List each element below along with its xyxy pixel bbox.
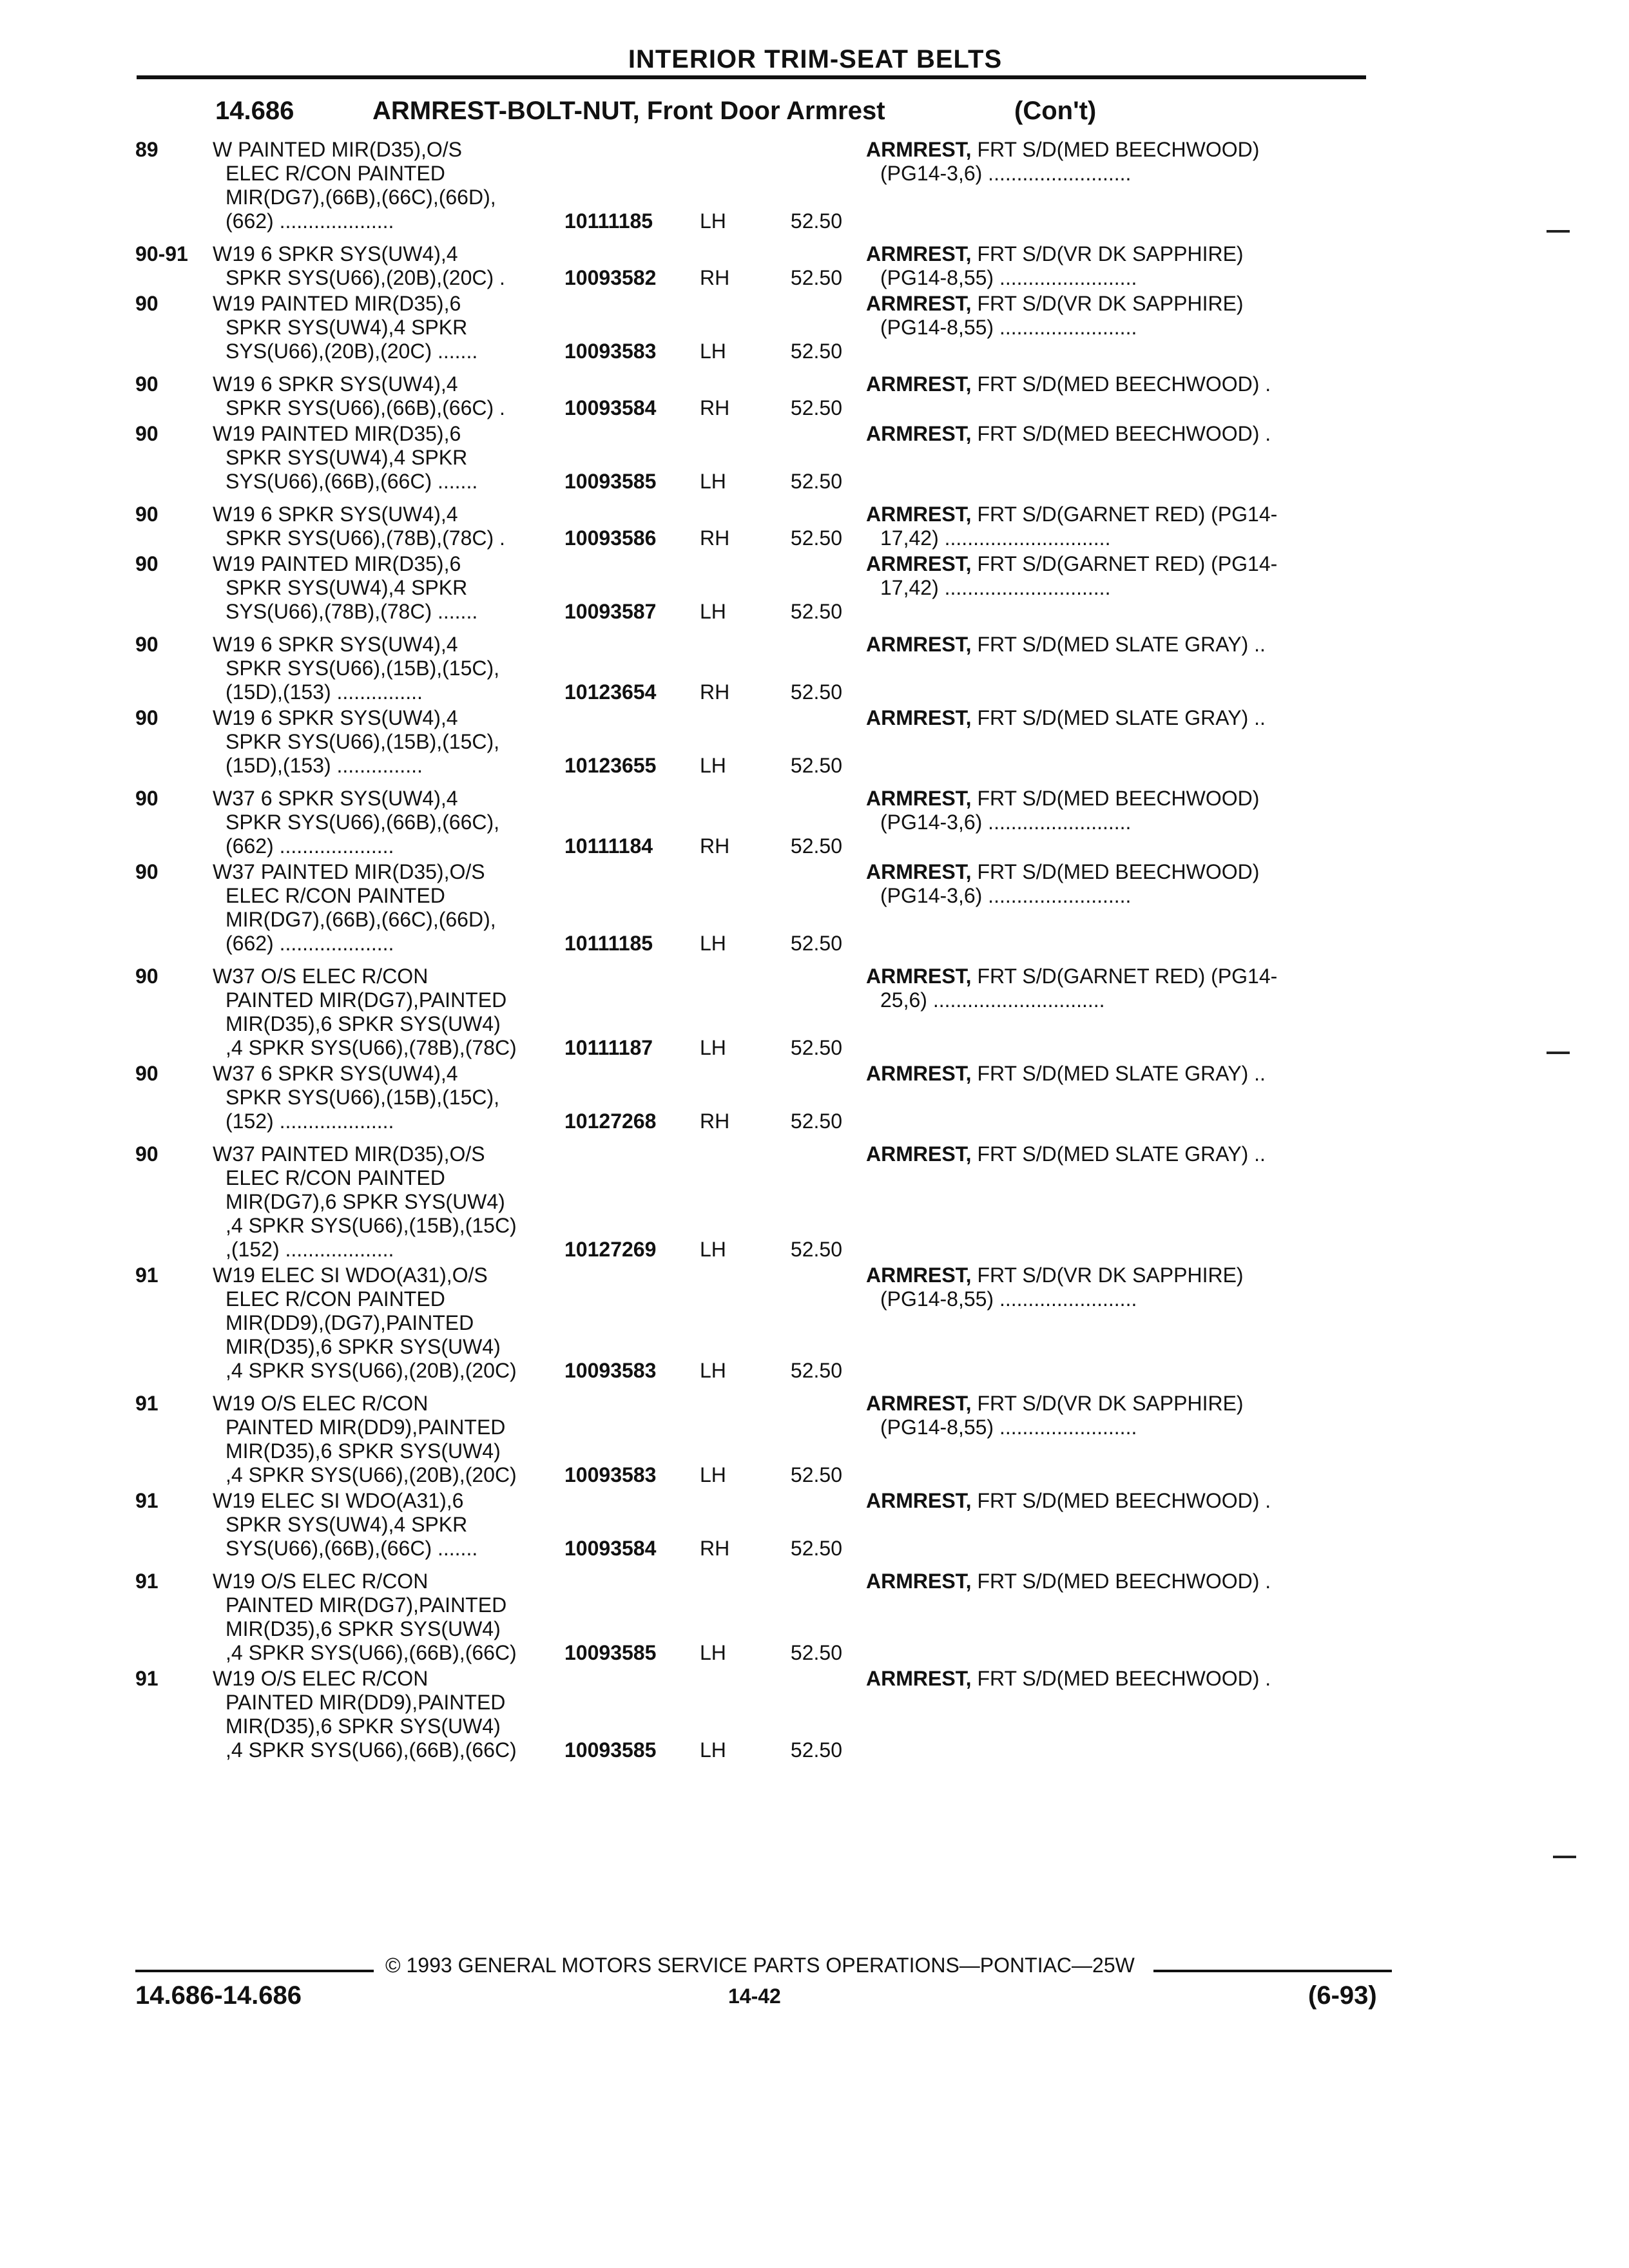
usage-description bbox=[213, 1142, 564, 1262]
usage-description-line: MIR(D35),6 SPKR SYS(UW4) bbox=[226, 1617, 501, 1640]
model-year: 90 bbox=[135, 503, 159, 526]
part-name-label: ARMREST, bbox=[866, 242, 972, 265]
usage-description-line: W19 6 SPKR SYS(UW4),4 bbox=[213, 633, 458, 656]
price: 52.50 bbox=[790, 1537, 842, 1560]
parts-list bbox=[135, 138, 1398, 1771]
part-name bbox=[866, 860, 1281, 956]
side: LH bbox=[700, 470, 726, 493]
usage-description-line: (662) .................... bbox=[226, 932, 394, 955]
model-year: 90 bbox=[135, 422, 159, 445]
usage-description-line: ELEC R/CON PAINTED bbox=[226, 1166, 445, 1189]
section-heading bbox=[137, 97, 1425, 133]
side: LH bbox=[700, 1359, 726, 1382]
part-entry bbox=[135, 503, 1398, 552]
part-name bbox=[866, 1489, 1281, 1561]
part-name-label: ARMREST, bbox=[866, 1667, 972, 1690]
usage-description-line: W19 O/S ELEC R/CON bbox=[213, 1667, 429, 1690]
part-name-label: ARMREST, bbox=[866, 1570, 972, 1593]
model-year: 90 bbox=[135, 965, 159, 988]
part-entry bbox=[135, 1392, 1398, 1489]
usage-description-line: W19 6 SPKR SYS(UW4),4 bbox=[213, 372, 458, 396]
side: LH bbox=[700, 600, 726, 623]
usage-description bbox=[213, 138, 564, 233]
part-name-detail: FRT S/D(MED SLATE GRAY) .. bbox=[971, 1062, 1266, 1085]
usage-description-line: W19 O/S ELEC R/CON bbox=[213, 1570, 429, 1593]
part-entry bbox=[135, 787, 1398, 860]
part-name-detail: FRT S/D(GARNET RED) (PG14- bbox=[971, 552, 1278, 575]
part-name-label: ARMREST, bbox=[866, 503, 972, 526]
model-year: 91 bbox=[135, 1570, 159, 1593]
part-entry bbox=[135, 1142, 1398, 1264]
part-entry bbox=[135, 1570, 1398, 1667]
part-name-continuation: (PG14-8,55) ........................ bbox=[880, 316, 1137, 339]
side: RH bbox=[700, 834, 730, 858]
model-year: 90-91 bbox=[135, 242, 188, 265]
usage-description-line: W37 6 SPKR SYS(UW4),4 bbox=[213, 1062, 458, 1085]
part-name-detail: FRT S/D(MED SLATE GRAY) .. bbox=[971, 706, 1266, 729]
part-entry bbox=[135, 292, 1398, 372]
usage-description-line: SYS(U66),(66B),(66C) ....... bbox=[226, 1537, 478, 1560]
part-number: 10093585 bbox=[564, 1641, 657, 1664]
part-entry bbox=[135, 1062, 1398, 1142]
usage-description-line: W19 6 SPKR SYS(UW4),4 bbox=[213, 706, 458, 729]
part-entry bbox=[135, 1667, 1398, 1771]
part-name-continuation: (PG14-8,55) ........................ bbox=[880, 266, 1137, 289]
part-name-detail: FRT S/D(MED BEECHWOOD) . bbox=[971, 1570, 1271, 1593]
usage-description-line: SPKR SYS(UW4),4 SPKR bbox=[226, 576, 468, 599]
usage-description bbox=[213, 1667, 564, 1762]
footer-section-range: 14.686-14.686 bbox=[135, 1981, 302, 2010]
model-year: 90 bbox=[135, 633, 159, 656]
model-year: 91 bbox=[135, 1264, 159, 1287]
usage-description bbox=[213, 633, 564, 704]
usage-description-line: PAINTED MIR(DG7),PAINTED bbox=[226, 988, 507, 1012]
model-year: 91 bbox=[135, 1667, 159, 1690]
part-name-detail: FRT S/D(VR DK SAPPHIRE) bbox=[971, 242, 1244, 265]
part-name-detail: FRT S/D(MED BEECHWOOD) bbox=[971, 138, 1260, 161]
part-name-continuation: 25,6) .............................. bbox=[880, 988, 1105, 1012]
price: 52.50 bbox=[790, 932, 842, 955]
part-entry bbox=[135, 242, 1398, 292]
part-entry bbox=[135, 633, 1398, 706]
part-name-continuation: (PG14-8,55) ........................ bbox=[880, 1416, 1137, 1439]
part-entry bbox=[135, 706, 1398, 787]
usage-description-line: ,4 SPKR SYS(U66),(20B),(20C) bbox=[226, 1463, 517, 1486]
usage-description-line: W PAINTED MIR(D35),O/S bbox=[213, 138, 462, 161]
usage-description-line: SPKR SYS(U66),(15B),(15C), bbox=[226, 1086, 500, 1109]
margin-mark bbox=[1547, 230, 1570, 233]
usage-description bbox=[213, 965, 564, 1060]
part-number: 10111187 bbox=[564, 1036, 653, 1059]
part-number: 10123655 bbox=[564, 754, 657, 777]
part-name-label: ARMREST, bbox=[866, 1264, 972, 1287]
usage-description bbox=[213, 1570, 564, 1665]
section-continued: (Con't) bbox=[1014, 97, 1097, 125]
margin-mark bbox=[1547, 1052, 1570, 1054]
part-name-detail: FRT S/D(MED BEECHWOOD) . bbox=[971, 1489, 1271, 1512]
usage-description-line: W37 O/S ELEC R/CON bbox=[213, 965, 429, 988]
part-name bbox=[866, 1142, 1281, 1262]
usage-description-line: W19 PAINTED MIR(D35),6 bbox=[213, 292, 461, 315]
model-year: 90 bbox=[135, 552, 159, 575]
side: RH bbox=[700, 266, 730, 289]
side: LH bbox=[700, 209, 726, 233]
usage-description-line: W19 6 SPKR SYS(UW4),4 bbox=[213, 503, 458, 526]
price: 52.50 bbox=[790, 1110, 842, 1133]
part-name bbox=[866, 242, 1281, 290]
usage-description-line: ,4 SPKR SYS(U66),(78B),(78C) bbox=[226, 1036, 517, 1059]
part-name-label: ARMREST, bbox=[866, 787, 972, 810]
usage-description bbox=[213, 860, 564, 956]
model-year: 90 bbox=[135, 292, 159, 315]
side: RH bbox=[700, 396, 730, 419]
model-year: 90 bbox=[135, 706, 159, 729]
usage-description-line: (15D),(153) ............... bbox=[226, 754, 423, 777]
usage-description-line: SYS(U66),(66B),(66C) ....... bbox=[226, 470, 478, 493]
usage-description bbox=[213, 422, 564, 494]
price: 52.50 bbox=[790, 1238, 842, 1261]
part-number: 10093583 bbox=[564, 1463, 657, 1486]
model-year: 90 bbox=[135, 1062, 159, 1085]
side: LH bbox=[700, 1738, 726, 1762]
usage-description-line: ,4 SPKR SYS(U66),(15B),(15C) bbox=[226, 1214, 517, 1237]
usage-description-line: SYS(U66),(20B),(20C) ....... bbox=[226, 340, 478, 363]
part-number: 10093583 bbox=[564, 1359, 657, 1382]
price: 52.50 bbox=[790, 680, 842, 704]
price: 52.50 bbox=[790, 526, 842, 550]
usage-description-line: SPKR SYS(U66),(15B),(15C), bbox=[226, 730, 500, 753]
part-number: 10093585 bbox=[564, 1738, 657, 1762]
footer-date-code: (6-93) bbox=[1308, 1981, 1377, 2010]
part-name-detail: FRT S/D(VR DK SAPPHIRE) bbox=[971, 1392, 1244, 1415]
usage-description-line: MIR(D35),6 SPKR SYS(UW4) bbox=[226, 1439, 501, 1463]
side: RH bbox=[700, 1537, 730, 1560]
part-name-detail: FRT S/D(MED BEECHWOOD) . bbox=[971, 422, 1271, 445]
part-name-label: ARMREST, bbox=[866, 1489, 972, 1512]
part-name-detail: FRT S/D(VR DK SAPPHIRE) bbox=[971, 1264, 1244, 1287]
part-name bbox=[866, 1062, 1281, 1133]
part-name-detail: FRT S/D(MED BEECHWOOD) bbox=[971, 860, 1260, 883]
part-name-label: ARMREST, bbox=[866, 1392, 972, 1415]
footer-page-number: 14-42 bbox=[728, 1984, 781, 2008]
model-year: 90 bbox=[135, 787, 159, 810]
usage-description-line: SPKR SYS(U66),(78B),(78C) . bbox=[226, 526, 505, 550]
usage-description-line: SPKR SYS(U66),(66B),(66C) . bbox=[226, 396, 505, 419]
page-header-title: INTERIOR TRIM-SEAT BELTS bbox=[628, 45, 1003, 73]
price: 52.50 bbox=[790, 470, 842, 493]
part-entry bbox=[135, 965, 1398, 1062]
usage-description bbox=[213, 372, 564, 420]
usage-description-line: W19 PAINTED MIR(D35),6 bbox=[213, 422, 461, 445]
part-name-continuation: (PG14-3,6) ......................... bbox=[880, 884, 1132, 907]
side: LH bbox=[700, 1463, 726, 1486]
usage-description-line: MIR(DD9),(DG7),PAINTED bbox=[226, 1311, 474, 1334]
usage-description-line: MIR(DG7),(66B),(66C),(66D), bbox=[226, 186, 496, 209]
usage-description bbox=[213, 1392, 564, 1487]
usage-description-line: SPKR SYS(UW4),4 SPKR bbox=[226, 1513, 468, 1536]
part-name-label: ARMREST, bbox=[866, 138, 972, 161]
part-name-detail: FRT S/D(GARNET RED) (PG14- bbox=[971, 965, 1278, 988]
part-number: 10127268 bbox=[564, 1110, 657, 1133]
part-name-label: ARMREST, bbox=[866, 422, 972, 445]
part-number: 10093583 bbox=[564, 340, 657, 363]
usage-description-line: W37 PAINTED MIR(D35),O/S bbox=[213, 1142, 485, 1166]
part-name-detail: FRT S/D(MED BEECHWOOD) . bbox=[971, 1667, 1271, 1690]
usage-description-line: ,4 SPKR SYS(U66),(66B),(66C) bbox=[226, 1738, 517, 1762]
side: LH bbox=[700, 932, 726, 955]
side: LH bbox=[700, 1036, 726, 1059]
model-year: 90 bbox=[135, 860, 159, 883]
usage-description-line: SPKR SYS(U66),(20B),(20C) . bbox=[226, 266, 505, 289]
usage-description-line: W19 PAINTED MIR(D35),6 bbox=[213, 552, 461, 575]
footer-copyright: © 1993 GENERAL MOTORS SERVICE PARTS OPERATIONS—PONTIAC—25W bbox=[385, 1954, 1135, 1977]
part-entry bbox=[135, 1264, 1398, 1392]
usage-description-line: (662) .................... bbox=[226, 209, 394, 233]
part-number: 10093585 bbox=[564, 470, 657, 493]
part-name bbox=[866, 965, 1281, 1060]
part-number: 10111184 bbox=[564, 834, 653, 858]
usage-description-line: (152) .................... bbox=[226, 1110, 394, 1133]
usage-description-line: PAINTED MIR(DD9),PAINTED bbox=[226, 1691, 506, 1714]
usage-description-line: ,4 SPKR SYS(U66),(66B),(66C) bbox=[226, 1641, 517, 1664]
side: LH bbox=[700, 1238, 726, 1261]
usage-description-line: ELEC R/CON PAINTED bbox=[226, 884, 445, 907]
price: 52.50 bbox=[790, 600, 842, 623]
part-name-continuation: 17,42) ............................. bbox=[880, 576, 1111, 599]
usage-description-line: MIR(D35),6 SPKR SYS(UW4) bbox=[226, 1012, 501, 1035]
part-name bbox=[866, 706, 1281, 778]
part-entry bbox=[135, 860, 1398, 965]
usage-description-line: W37 PAINTED MIR(D35),O/S bbox=[213, 860, 485, 883]
usage-description-line: PAINTED MIR(DG7),PAINTED bbox=[226, 1593, 507, 1617]
part-number: 10111185 bbox=[564, 209, 653, 233]
part-name-detail: FRT S/D(GARNET RED) (PG14- bbox=[971, 503, 1278, 526]
usage-description-line: SPKR SYS(U66),(66B),(66C), bbox=[226, 811, 500, 834]
part-name-detail: FRT S/D(MED SLATE GRAY) .. bbox=[971, 633, 1266, 656]
part-name bbox=[866, 1264, 1281, 1383]
part-entry bbox=[135, 422, 1398, 503]
part-number: 10093584 bbox=[564, 396, 657, 419]
usage-description-line: (662) .................... bbox=[226, 834, 394, 858]
price: 52.50 bbox=[790, 340, 842, 363]
part-number: 10093586 bbox=[564, 526, 657, 550]
price: 52.50 bbox=[790, 1463, 842, 1486]
footer-rule-right bbox=[1153, 1970, 1392, 1972]
part-name bbox=[866, 372, 1281, 420]
price: 52.50 bbox=[790, 396, 842, 419]
part-name bbox=[866, 422, 1281, 494]
model-year: 90 bbox=[135, 372, 159, 396]
usage-description-line: W19 ELEC SI WDO(A31),O/S bbox=[213, 1264, 488, 1287]
usage-description-line: (15D),(153) ............... bbox=[226, 680, 423, 704]
usage-description-line: SPKR SYS(UW4),4 SPKR bbox=[226, 316, 468, 339]
part-name-label: ARMREST, bbox=[866, 860, 972, 883]
usage-description-line: MIR(DG7),(66B),(66C),(66D), bbox=[226, 908, 496, 931]
part-name bbox=[866, 1570, 1281, 1665]
part-name-label: ARMREST, bbox=[866, 1142, 972, 1166]
part-entry bbox=[135, 1489, 1398, 1570]
usage-description bbox=[213, 503, 564, 550]
part-name-detail: FRT S/D(VR DK SAPPHIRE) bbox=[971, 292, 1244, 315]
part-name-detail: FRT S/D(MED BEECHWOOD) . bbox=[971, 372, 1271, 396]
price: 52.50 bbox=[790, 1359, 842, 1382]
model-year: 90 bbox=[135, 1142, 159, 1166]
price: 52.50 bbox=[790, 266, 842, 289]
price: 52.50 bbox=[790, 834, 842, 858]
side: RH bbox=[700, 1110, 730, 1133]
part-number: 10111185 bbox=[564, 932, 653, 955]
usage-description-line: SYS(U66),(78B),(78C) ....... bbox=[226, 600, 478, 623]
part-name-continuation: (PG14-3,6) ......................... bbox=[880, 162, 1132, 185]
part-name-label: ARMREST, bbox=[866, 1062, 972, 1085]
part-name-detail: FRT S/D(MED SLATE GRAY) .. bbox=[971, 1142, 1266, 1166]
model-year: 91 bbox=[135, 1392, 159, 1415]
part-entry bbox=[135, 552, 1398, 633]
usage-description bbox=[213, 1062, 564, 1133]
price: 52.50 bbox=[790, 1036, 842, 1059]
usage-description-line: MIR(D35),6 SPKR SYS(UW4) bbox=[226, 1335, 501, 1358]
side: RH bbox=[700, 526, 730, 550]
price: 52.50 bbox=[790, 209, 842, 233]
part-number: 10093587 bbox=[564, 600, 657, 623]
part-name bbox=[866, 1392, 1281, 1487]
part-name bbox=[866, 552, 1281, 624]
usage-description-line: PAINTED MIR(DD9),PAINTED bbox=[226, 1416, 506, 1439]
part-number: 10093582 bbox=[564, 266, 657, 289]
usage-description-line: SPKR SYS(UW4),4 SPKR bbox=[226, 446, 468, 469]
usage-description-line: W19 O/S ELEC R/CON bbox=[213, 1392, 429, 1415]
part-number: 10127269 bbox=[564, 1238, 657, 1261]
usage-description-line: MIR(D35),6 SPKR SYS(UW4) bbox=[226, 1715, 501, 1738]
part-name-continuation: 17,42) ............................. bbox=[880, 526, 1111, 550]
usage-description-line: W19 6 SPKR SYS(UW4),4 bbox=[213, 242, 458, 265]
header-rule bbox=[137, 75, 1366, 79]
usage-description-line: MIR(DG7),6 SPKR SYS(UW4) bbox=[226, 1190, 505, 1213]
usage-description bbox=[213, 706, 564, 778]
margin-mark bbox=[1553, 1856, 1576, 1858]
part-entry bbox=[135, 138, 1398, 242]
price: 52.50 bbox=[790, 754, 842, 777]
section-title: ARMREST-BOLT-NUT, Front Door Armrest bbox=[372, 97, 885, 125]
side: LH bbox=[700, 754, 726, 777]
usage-description bbox=[213, 787, 564, 858]
model-year: 91 bbox=[135, 1489, 159, 1512]
part-name bbox=[866, 503, 1281, 550]
side: RH bbox=[700, 680, 730, 704]
usage-description-line: ,(152) ................... bbox=[226, 1238, 394, 1261]
usage-description-line: W37 6 SPKR SYS(UW4),4 bbox=[213, 787, 458, 810]
part-number: 10093584 bbox=[564, 1537, 657, 1560]
usage-description bbox=[213, 292, 564, 363]
part-name-continuation: (PG14-8,55) ........................ bbox=[880, 1287, 1137, 1311]
part-name bbox=[866, 292, 1281, 363]
side: LH bbox=[700, 340, 726, 363]
usage-description-line: ,4 SPKR SYS(U66),(20B),(20C) bbox=[226, 1359, 517, 1382]
usage-description bbox=[213, 1489, 564, 1561]
part-name-label: ARMREST, bbox=[866, 372, 972, 396]
price: 52.50 bbox=[790, 1641, 842, 1664]
part-name-label: ARMREST, bbox=[866, 706, 972, 729]
part-name-label: ARMREST, bbox=[866, 552, 972, 575]
part-name-continuation: (PG14-3,6) ......................... bbox=[880, 811, 1132, 834]
part-entry bbox=[135, 372, 1398, 422]
usage-description bbox=[213, 1264, 564, 1383]
part-name-label: ARMREST, bbox=[866, 965, 972, 988]
usage-description bbox=[213, 552, 564, 624]
price: 52.50 bbox=[790, 1738, 842, 1762]
usage-description-line: W19 ELEC SI WDO(A31),6 bbox=[213, 1489, 464, 1512]
part-name bbox=[866, 787, 1281, 858]
usage-description-line: SPKR SYS(U66),(15B),(15C), bbox=[226, 657, 500, 680]
footer-rule-left bbox=[135, 1970, 374, 1972]
part-name-label: ARMREST, bbox=[866, 633, 972, 656]
part-number: 10123654 bbox=[564, 680, 657, 704]
part-name-label: ARMREST, bbox=[866, 292, 972, 315]
usage-description-line: ELEC R/CON PAINTED bbox=[226, 162, 445, 185]
usage-description-line: ELEC R/CON PAINTED bbox=[226, 1287, 445, 1311]
part-name bbox=[866, 138, 1281, 233]
section-number: 14.686 bbox=[215, 97, 294, 125]
part-name-detail: FRT S/D(MED BEECHWOOD) bbox=[971, 787, 1260, 810]
model-year: 89 bbox=[135, 138, 159, 161]
side: LH bbox=[700, 1641, 726, 1664]
part-name bbox=[866, 633, 1281, 704]
part-name bbox=[866, 1667, 1281, 1762]
usage-description bbox=[213, 242, 564, 290]
